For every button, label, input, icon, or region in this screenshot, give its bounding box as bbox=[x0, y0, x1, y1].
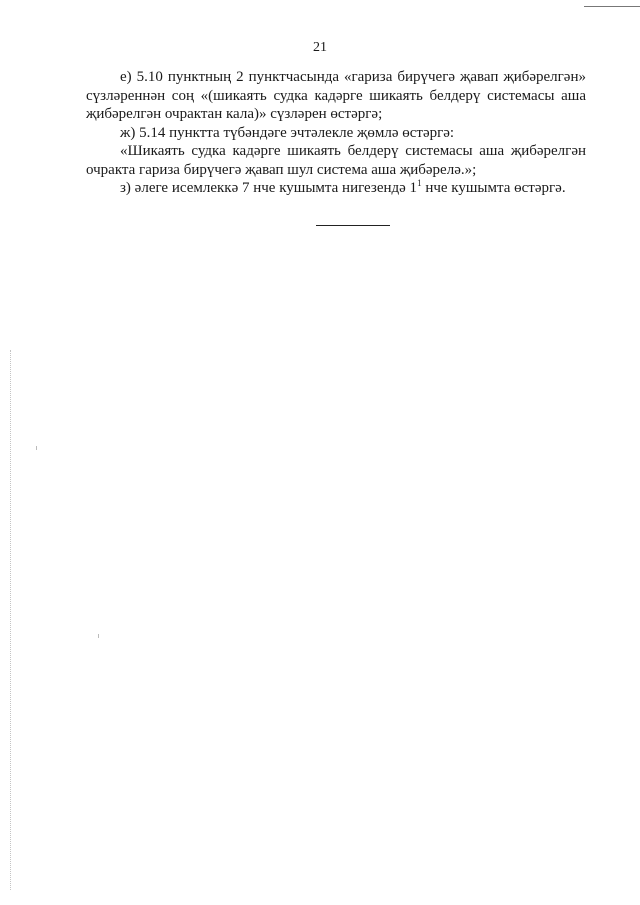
paragraph-e: е) 5.10 пунктның 2 пунктчасында «гариза бирүчегә җавап җибәрелгән» сүзләреннән соң «(шикаять судка кадәрге шикаять белдерү системасы аша җибәрелгән очрактан кала)» сүзләрен өстәргә; bbox=[86, 69, 586, 122]
paragraph-z-text: з) әлеге исемлеккә 7 нче кушымта нигезендә 1 bbox=[120, 180, 418, 196]
paragraph-quote: «Шикаять судка кадәрге шикаять белдерү системасы аша җибәрелгән очракта гариза бирүчегә җавап шул система аша җибәрелә.»; bbox=[86, 143, 586, 178]
paragraph-z-superscript: 1 bbox=[417, 178, 422, 188]
paragraph-zh: ж) 5.14 пунктта түбәндәге эчтәлекле җөмлә өстәргә: bbox=[120, 124, 455, 141]
paragraph-z-tail: нче кушымта өстәргә. bbox=[421, 180, 566, 196]
end-rule bbox=[316, 225, 390, 226]
scan-speck bbox=[36, 446, 37, 450]
paragraph-z bbox=[86, 179, 586, 198]
document-body bbox=[86, 68, 586, 198]
scan-corner-mark bbox=[584, 0, 640, 7]
page-number: 21 bbox=[313, 40, 327, 55]
scan-margin-dots bbox=[10, 350, 13, 890]
scan-speck bbox=[98, 634, 99, 638]
